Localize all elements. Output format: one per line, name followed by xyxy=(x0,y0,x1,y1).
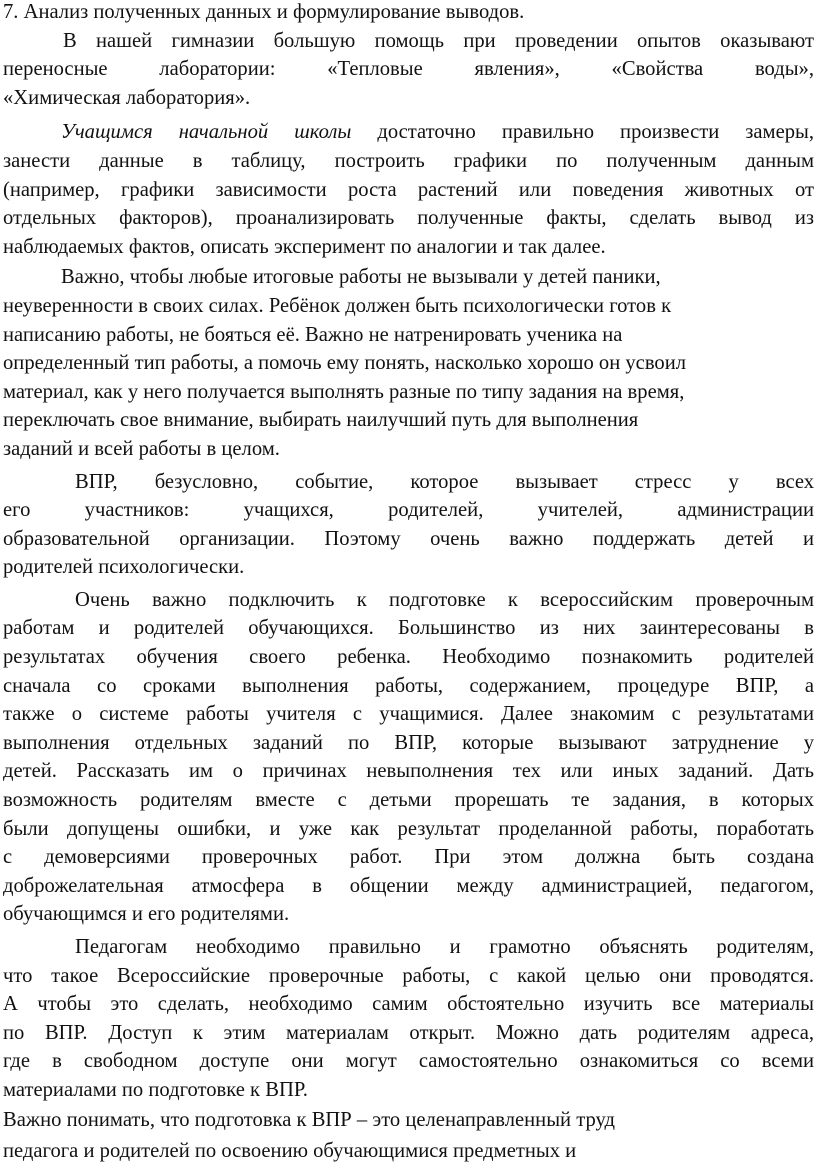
paragraph-final-works xyxy=(3,263,814,463)
paragraph-line: с демоверсиями проверочных работ. При этом должна быть создана xyxy=(3,846,814,869)
paragraph-preparation xyxy=(3,1105,814,1167)
paragraph-line: Очень важно подключить к подготовке к всероссийским проверочным xyxy=(75,588,814,611)
paragraph-line: переключать свое внимание, выбирать наилучший путь для выполнения xyxy=(3,409,639,432)
paragraph-line: также о системе работы учителя с учащимися. Далее знакомим с результатами xyxy=(3,703,814,726)
paragraph-line: переносные лаборатории: «Тепловые явления», «Свойства воды», xyxy=(3,58,814,81)
paragraph-line: материал, как у него получается выполнять разные по типу задания на время, xyxy=(3,380,685,403)
paragraph-line: что такое Всероссийские проверочные работы, с какой целью они проводятся. xyxy=(3,964,814,987)
paragraph-line: выполнения отдельных заданий по ВПР, которые вызывают затруднение у xyxy=(3,731,814,754)
paragraph-primary-school xyxy=(3,118,814,261)
paragraph-line: педагога и родителей по освоению обучающимися предметных и xyxy=(3,1139,577,1162)
paragraph-line: где в свободном доступе они могут самостоятельно ознакомиться со всеми xyxy=(3,1050,814,1073)
paragraph-line: обучающимся и его родителями. xyxy=(3,903,290,926)
paragraph-line: по ВПР. Доступ к этим материалам открыт. Можно дать родителям адреса, xyxy=(3,1021,814,1044)
paragraph-line: определенный тип работы, а помочь ему понять, насколько хорошо он усвоил xyxy=(3,352,687,375)
paragraph-line: результатах обучения своего ребенка. Необходимо познакомить родителей xyxy=(3,646,814,669)
paragraph-line: наблюдаемых фактов, описать эксперимент по аналогии и так далее. xyxy=(3,235,606,258)
paragraph-line: отдельных факторов), проанализировать полученные факты, сделать вывод из xyxy=(3,207,814,230)
paragraph-line: работам и родителей обучающихся. Большинство из них заинтересованы в xyxy=(3,617,814,640)
paragraph-line: Важно понимать, что подготовка к ВПР – это целенаправленный труд xyxy=(3,1108,615,1131)
paragraph-line: А чтобы это сделать, необходимо самим обстоятельно изучить все материалы xyxy=(3,993,814,1016)
paragraph-line-text: достаточно правильно произвести замеры, xyxy=(377,121,814,144)
paragraph-line: (например, графики зависимости роста растений или поведения животных от xyxy=(3,178,814,201)
paragraph-line: образовательной организации. Поэтому очень важно поддержать детей и xyxy=(3,527,814,550)
paragraph-line: материалами по подготовке к ВПР. xyxy=(3,1078,308,1101)
paragraph-line: написанию работы, не бояться её. Важно не натренировать ученика на xyxy=(3,323,623,346)
paragraph-line: В нашей гимназии большую помощь при проведении опытов оказывают xyxy=(63,29,814,52)
italic-lead: Учащимся начальной школы xyxy=(61,121,352,144)
paragraph-line: возможность родителям вместе с детьми прорешать те задания, в которых xyxy=(3,789,814,812)
paragraph-line: доброжелательная атмосфера в общении между администрацией, педагогом, xyxy=(3,874,814,897)
paragraph-labs xyxy=(3,27,814,113)
paragraph-line: родителей психологически. xyxy=(3,556,245,579)
paragraph-line: Педагогам необходимо правильно и грамотно объяснять родителям, xyxy=(75,936,814,958)
paragraph-line: занести данные в таблицу, построить графики по полученным данным xyxy=(3,149,814,172)
paragraph-line xyxy=(3,118,814,147)
paragraph-line: неуверенности в своих силах. Ребёнок должен быть психологически готов к xyxy=(3,294,672,317)
paragraph-line: сначала со сроками выполнения работы, содержанием, процедуре ВПР, а xyxy=(3,674,814,697)
paragraph-teachers xyxy=(3,933,814,1105)
paragraph-line: детей. Рассказать им о причинах невыполнения тех или иных заданий. Дать xyxy=(3,760,814,783)
paragraph-line: заданий и всей работы в целом. xyxy=(3,437,280,460)
paragraph-line: ВПР, безусловно, событие, которое вызывает стресс у всех xyxy=(75,470,814,493)
paragraph-vpr-stress xyxy=(3,468,814,582)
paragraph-line: Важно, чтобы любые итоговые работы не вызывали у детей паники, xyxy=(61,266,661,289)
section-heading: 7. Анализ полученных данных и формулирование выводов. xyxy=(3,1,525,23)
paragraph-line: были допущены ошибки, и уже как результат проделанной работы, поработать xyxy=(3,817,814,840)
paragraph-line: «Химическая лаборатория». xyxy=(3,86,251,109)
paragraph-parents xyxy=(3,586,814,929)
paragraph-line: его участников: учащихся, родителей, учителей, администрации xyxy=(3,499,814,522)
